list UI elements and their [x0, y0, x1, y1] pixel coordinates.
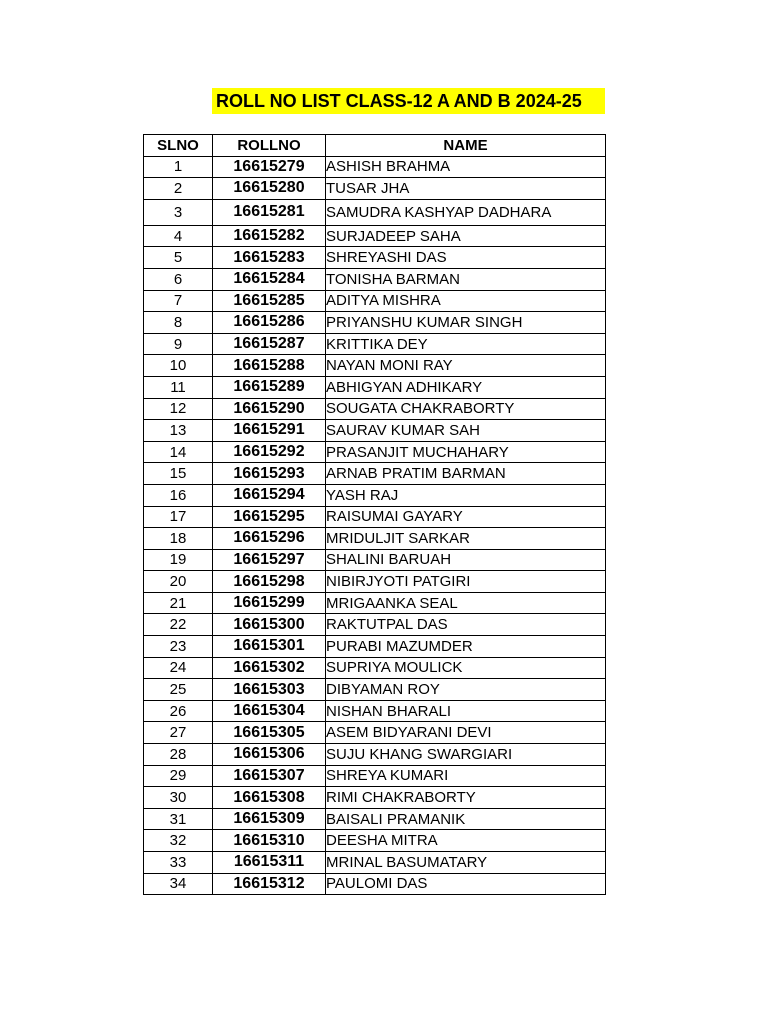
rollno-cell: 16615299: [213, 592, 326, 614]
name-cell: SURJADEEP SAHA: [326, 225, 606, 247]
name-cell: ASHISH BRAHMA: [326, 156, 606, 178]
rollno-cell: 16615279: [213, 156, 326, 178]
table-row: [144, 441, 606, 463]
rollno-cell: 16615295: [213, 506, 326, 528]
slno-cell: 33: [144, 852, 213, 874]
table-row: [144, 808, 606, 830]
rollno-cell: 16615304: [213, 700, 326, 722]
table-row: [144, 420, 606, 442]
rollno-cell: 16615282: [213, 225, 326, 247]
name-cell: SAMUDRA KASHYAP DADHARA: [326, 199, 606, 225]
slno-cell: 7: [144, 290, 213, 312]
slno-cell: 11: [144, 376, 213, 398]
rollno-cell: 16615288: [213, 355, 326, 377]
table-row: [144, 247, 606, 269]
name-cell: PAULOMI DAS: [326, 873, 606, 895]
slno-cell: 19: [144, 549, 213, 571]
table-row: [144, 722, 606, 744]
slno-cell: 26: [144, 700, 213, 722]
name-cell: YASH RAJ: [326, 484, 606, 506]
slno-cell: 8: [144, 312, 213, 334]
slno-cell: 30: [144, 787, 213, 809]
header-rollno: ROLLNO: [213, 135, 326, 157]
slno-cell: 2: [144, 178, 213, 200]
name-cell: DEESHA MITRA: [326, 830, 606, 852]
table-row: [144, 290, 606, 312]
slno-cell: 28: [144, 744, 213, 766]
name-cell: MRINAL BASUMATARY: [326, 852, 606, 874]
table-row: [144, 549, 606, 571]
name-cell: SUJU KHANG SWARGIARI: [326, 744, 606, 766]
name-cell: MRIGAANKA SEAL: [326, 592, 606, 614]
table-row: [144, 592, 606, 614]
table-row: [144, 333, 606, 355]
table-row: [144, 528, 606, 550]
name-cell: SHALINI BARUAH: [326, 549, 606, 571]
table-row: [144, 830, 606, 852]
table-row: [144, 571, 606, 593]
slno-cell: 16: [144, 484, 213, 506]
name-cell: SOUGATA CHAKRABORTY: [326, 398, 606, 420]
rollno-cell: 16615293: [213, 463, 326, 485]
slno-cell: 6: [144, 268, 213, 290]
table-header-row: [144, 135, 606, 157]
rollno-cell: 16615287: [213, 333, 326, 355]
rollno-cell: 16615307: [213, 765, 326, 787]
name-cell: RIMI CHAKRABORTY: [326, 787, 606, 809]
table-row: [144, 156, 606, 178]
rollno-cell: 16615306: [213, 744, 326, 766]
name-cell: RAISUMAI GAYARY: [326, 506, 606, 528]
rollno-cell: 16615284: [213, 268, 326, 290]
table-row: [144, 657, 606, 679]
slno-cell: 9: [144, 333, 213, 355]
name-cell: ABHIGYAN ADHIKARY: [326, 376, 606, 398]
name-cell: KRITTIKA DEY: [326, 333, 606, 355]
table-row: [144, 873, 606, 895]
slno-cell: 29: [144, 765, 213, 787]
name-cell: PRASANJIT MUCHAHARY: [326, 441, 606, 463]
rollno-cell: 16615300: [213, 614, 326, 636]
rollno-cell: 16615305: [213, 722, 326, 744]
roll-number-table: [143, 134, 606, 895]
rollno-cell: 16615310: [213, 830, 326, 852]
table-row: [144, 178, 606, 200]
table-row: [144, 398, 606, 420]
header-slno: SLNO: [144, 135, 213, 157]
table-row: [144, 787, 606, 809]
name-cell: RAKTUTPAL DAS: [326, 614, 606, 636]
name-cell: SHREYASHI DAS: [326, 247, 606, 269]
slno-cell: 12: [144, 398, 213, 420]
rollno-cell: 16615302: [213, 657, 326, 679]
name-cell: NAYAN MONI RAY: [326, 355, 606, 377]
rollno-cell: 16615281: [213, 199, 326, 225]
rollno-cell: 16615290: [213, 398, 326, 420]
slno-cell: 20: [144, 571, 213, 593]
rollno-cell: 16615291: [213, 420, 326, 442]
name-cell: ADITYA MISHRA: [326, 290, 606, 312]
slno-cell: 32: [144, 830, 213, 852]
name-cell: SUPRIYA MOULICK: [326, 657, 606, 679]
slno-cell: 14: [144, 441, 213, 463]
table-row: [144, 268, 606, 290]
slno-cell: 22: [144, 614, 213, 636]
slno-cell: 15: [144, 463, 213, 485]
name-cell: PRIYANSHU KUMAR SINGH: [326, 312, 606, 334]
table-row: [144, 614, 606, 636]
rollno-cell: 16615283: [213, 247, 326, 269]
rollno-cell: 16615308: [213, 787, 326, 809]
slno-cell: 17: [144, 506, 213, 528]
table-row: [144, 225, 606, 247]
rollno-cell: 16615292: [213, 441, 326, 463]
name-cell: ARNAB PRATIM BARMAN: [326, 463, 606, 485]
rollno-cell: 16615303: [213, 679, 326, 701]
name-cell: TUSAR JHA: [326, 178, 606, 200]
table-row: [144, 376, 606, 398]
header-name: NAME: [326, 135, 606, 157]
table-row: [144, 355, 606, 377]
name-cell: NIBIRJYOTI PATGIRI: [326, 571, 606, 593]
name-cell: DIBYAMAN ROY: [326, 679, 606, 701]
table-row: [144, 852, 606, 874]
name-cell: NISHAN BHARALI: [326, 700, 606, 722]
table-row: [144, 765, 606, 787]
rollno-cell: 16615309: [213, 808, 326, 830]
document-title: ROLL NO LIST CLASS-12 A AND B 2024-25: [212, 88, 605, 114]
rollno-cell: 16615301: [213, 636, 326, 658]
rollno-cell: 16615285: [213, 290, 326, 312]
rollno-cell: 16615286: [213, 312, 326, 334]
rollno-cell: 16615280: [213, 178, 326, 200]
table-row: [144, 636, 606, 658]
table-row: [144, 700, 606, 722]
table-row: [144, 506, 606, 528]
slno-cell: 25: [144, 679, 213, 701]
table-row: [144, 484, 606, 506]
name-cell: BAISALI PRAMANIK: [326, 808, 606, 830]
table-row: [144, 744, 606, 766]
name-cell: ASEM BIDYARANI DEVI: [326, 722, 606, 744]
table-row: [144, 199, 606, 225]
slno-cell: 18: [144, 528, 213, 550]
rollno-cell: 16615298: [213, 571, 326, 593]
slno-cell: 31: [144, 808, 213, 830]
rollno-cell: 16615311: [213, 852, 326, 874]
table-row: [144, 463, 606, 485]
rollno-cell: 16615289: [213, 376, 326, 398]
slno-cell: 21: [144, 592, 213, 614]
rollno-cell: 16615294: [213, 484, 326, 506]
table-row: [144, 312, 606, 334]
slno-cell: 24: [144, 657, 213, 679]
rollno-cell: 16615312: [213, 873, 326, 895]
slno-cell: 27: [144, 722, 213, 744]
slno-cell: 3: [144, 199, 213, 225]
rollno-cell: 16615297: [213, 549, 326, 571]
name-cell: PURABI MAZUMDER: [326, 636, 606, 658]
table-row: [144, 679, 606, 701]
slno-cell: 4: [144, 225, 213, 247]
slno-cell: 13: [144, 420, 213, 442]
slno-cell: 1: [144, 156, 213, 178]
name-cell: TONISHA BARMAN: [326, 268, 606, 290]
name-cell: MRIDULJIT SARKAR: [326, 528, 606, 550]
rollno-cell: 16615296: [213, 528, 326, 550]
slno-cell: 10: [144, 355, 213, 377]
name-cell: SHREYA KUMARI: [326, 765, 606, 787]
name-cell: SAURAV KUMAR SAH: [326, 420, 606, 442]
slno-cell: 23: [144, 636, 213, 658]
slno-cell: 5: [144, 247, 213, 269]
slno-cell: 34: [144, 873, 213, 895]
